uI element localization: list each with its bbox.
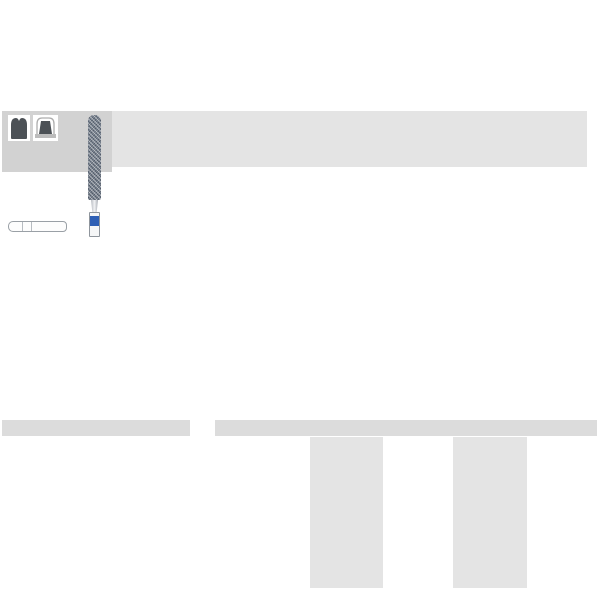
grit-title-bar <box>215 420 597 436</box>
cavity-tooth-icon <box>8 115 30 141</box>
fg-shank-icon <box>8 221 67 232</box>
prosthesis-tooth-icon <box>33 115 58 141</box>
grit-iso-column-band <box>453 437 527 588</box>
grit-code-column-band <box>310 437 383 588</box>
symbols-title-bar <box>2 420 190 436</box>
